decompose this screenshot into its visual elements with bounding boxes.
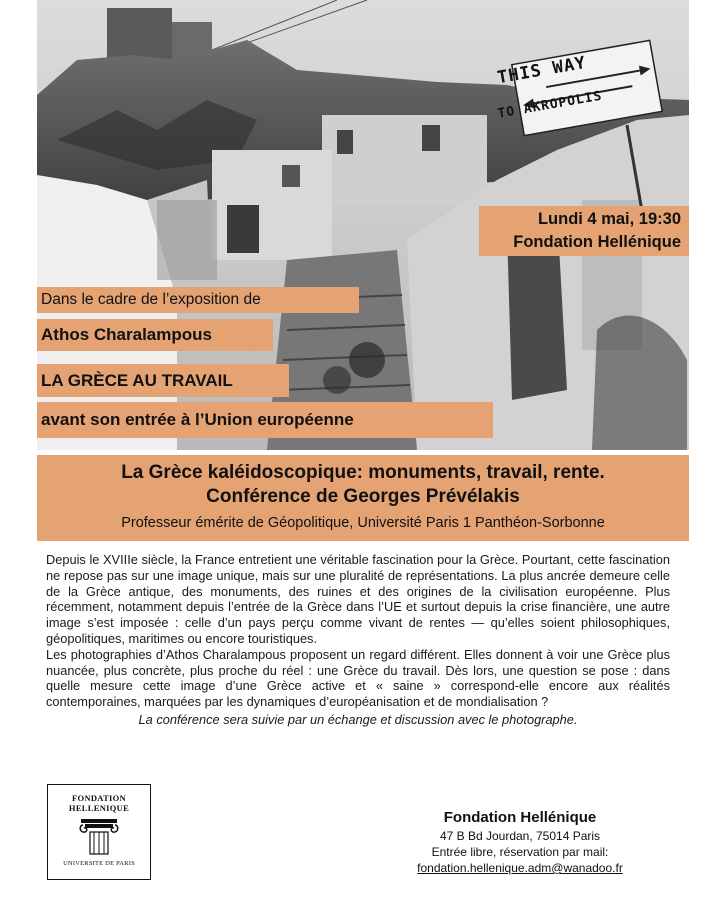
closing-note: La conférence sera suivie par un échange et discussion avec le photographe.	[138, 711, 578, 727]
photographer-name: Athos Charalampous	[37, 319, 273, 351]
exhibition-title: LA GRÈCE AU TRAVAIL	[37, 364, 289, 397]
fondation-logo	[47, 784, 151, 880]
conference-title-block	[37, 455, 689, 541]
sign-line-1: THIS WAY	[495, 52, 588, 89]
contact-block	[380, 808, 660, 876]
event-info-box	[479, 206, 689, 256]
column-capital-icon	[77, 817, 121, 857]
sign-line-2: TO AKROPOLIS	[496, 88, 604, 122]
logo-line-2: HELLENIQUE	[68, 803, 130, 813]
contact-address: 47 B Bd Jourdan, 75014 Paris	[439, 829, 601, 843]
speaker-line: Conférence de Georges Prévélakis	[206, 486, 520, 507]
exhibition-subtitle: avant son entrée à l’Union européenne	[37, 402, 493, 438]
conference-title: La Grèce kaléidoscopique: monuments, travail, rente.	[121, 462, 605, 483]
paragraph-1: Depuis le XVIIIe siècle, la France entretient une véritable fascination pour la Grèce. Pourtant, cette fascination ne repose pas sur une image unique, mais sur une pluralité de représentations. La plus ancrée demeure celle de la Grèce antique, des monuments, des ruines et des origines de la civilisation européenne. Plus récemment, notamment depuis l’entrée de la Grèce dans l’UE et surtout depuis la crise financière, une autre image s’est imposée : celle d’un pays perçu comme vivant de rentes — qu’elles soient philosophiques, géopolitiques, maritimes ou encore touristiques.	[46, 552, 670, 646]
speaker-role: Professeur émérite de Géopolitique, Université Paris 1 Panthéon-Sorbonne	[121, 515, 605, 531]
event-date: Lundi 4 mai, 19:30	[537, 210, 681, 228]
paragraph-2: Les photographies d’Athos Charalampous proposent un regard différent. Elles donnent à voir une Grèce plus nuancée, plus concrète, plus proche du réel : une Grèce du travail. Dès lors, une question se pose : dans quelle mesure cette image d’une Grèce active et « saine » correspond-elle encore aux réalités contemporaines, marquées par les dynamiques d’européanisation et de mondialisation ?	[46, 646, 670, 710]
contact-entry: Entrée libre, réservation par mail:	[431, 845, 609, 859]
description	[46, 552, 670, 728]
event-venue: Fondation Hellénique	[513, 233, 681, 251]
logo-line-1: FONDATION	[71, 793, 126, 803]
contact-email-link[interactable]: fondation.hellenique.adm@wanadoo.fr	[417, 861, 623, 875]
exhibition-intro: Dans le cadre de l’exposition de	[37, 287, 359, 313]
logo-line-3: UNIVERSITE DE PARIS	[63, 860, 135, 867]
contact-name: Fondation Hellénique	[443, 809, 597, 826]
